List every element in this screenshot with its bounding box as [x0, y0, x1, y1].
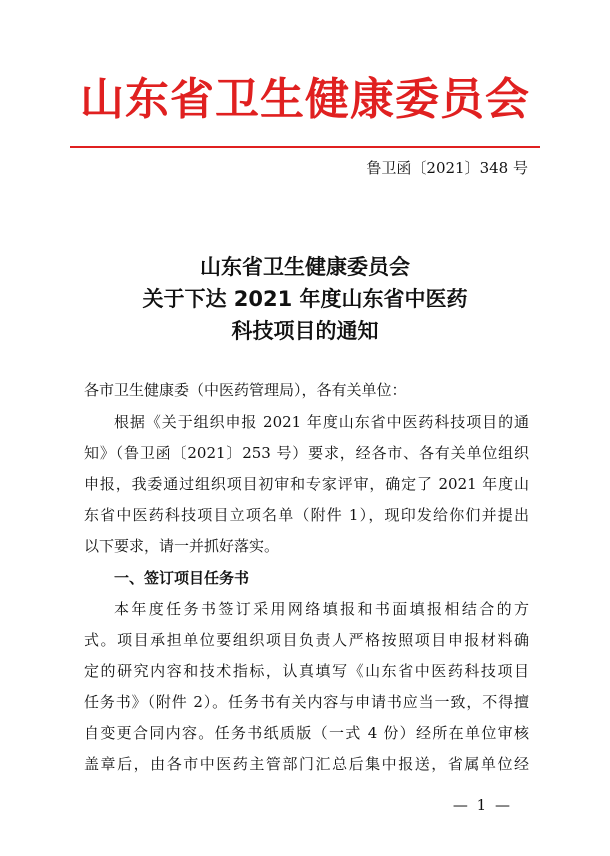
page-number: — 1 —: [452, 796, 512, 814]
masthead-red-rule: [70, 146, 540, 148]
paragraph-1-line: 根据《关于组织申报 2021 年度山东省中医药科技项目的通: [114, 413, 529, 431]
paragraph-2-line: 式。项目承担单位要组织项目负责人严格按照项目申报材料确: [84, 631, 529, 649]
paragraph-2-line: 自变更合同内容。任务书纸质版（一式 4 份）经所在单位审核: [84, 724, 529, 742]
paragraph-2-line: 盖章后，由各市中医药主管部门汇总后集中报送，省属单位经: [84, 755, 529, 773]
addressee-line: 各市卫生健康委（中医药管理局），各有关单位：: [84, 381, 407, 399]
title-line-1: 山东省卫生健康委员会: [200, 255, 410, 279]
title-line-2: 关于下达 2021 年度山东省中医药: [142, 287, 468, 311]
paragraph-1-line: 东省中医药科技项目立项名单（附件 1），现印发给你们并提出: [84, 506, 529, 524]
paragraph-1-line: 以下要求，请一并抓好落实。: [84, 537, 280, 555]
paragraph-2-line: 任务书》（附件 2）。任务书有关内容与申请书应当一致，不得擅: [84, 693, 529, 711]
document-number: 鲁卫函〔2021〕348 号: [366, 159, 528, 177]
paragraph-2-line: 本年度任务书签订采用网络填报和书面填报相结合的方: [114, 600, 529, 618]
masthead-title: 山东省卫生健康委员会: [80, 74, 530, 125]
title-line-3: 科技项目的通知: [231, 319, 379, 343]
paragraph-1-line: 知》（鲁卫函〔2021〕253 号）要求，经各市、各有关单位组织: [84, 444, 529, 462]
paragraph-2-line: 定的研究内容和技术指标，认真填写《山东省中医药科技项目: [84, 662, 529, 680]
paragraph-1-line: 申报，我委通过组织项目初审和专家评审，确定了 2021 年度山: [84, 475, 529, 493]
section-heading-1: 一、签订项目任务书: [114, 569, 250, 587]
